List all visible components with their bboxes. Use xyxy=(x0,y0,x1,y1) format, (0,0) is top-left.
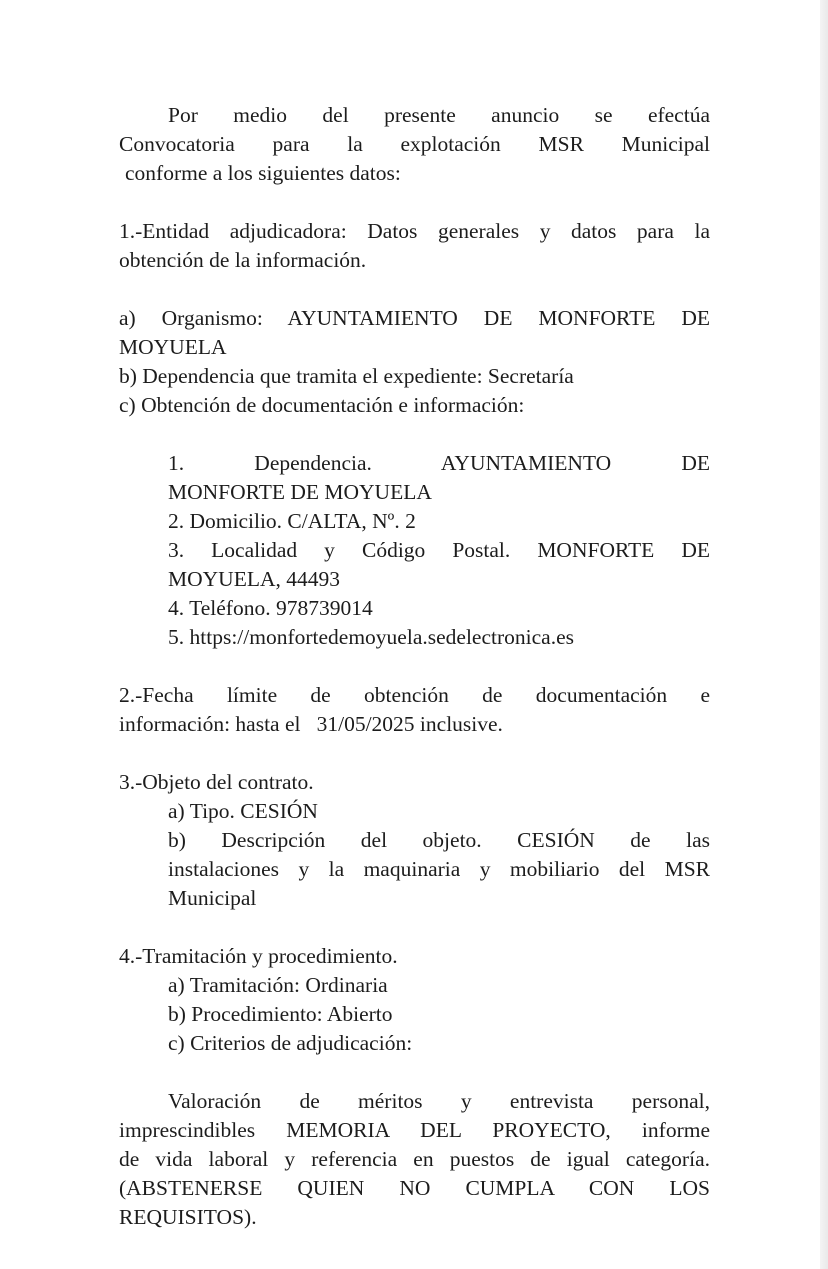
contact-item-telefono: 4. Teléfono. 978739014 xyxy=(168,596,373,620)
section-4-items xyxy=(119,971,710,1058)
closing-line-2: imprescindibles MEMORIA DEL PROYECTO, informe xyxy=(119,1118,710,1142)
section-2 xyxy=(119,681,710,739)
procedimiento-line: b) Procedimiento: Abierto xyxy=(168,1002,393,1026)
criterios-line: c) Criterios de adjudicación: xyxy=(168,1031,413,1055)
section-4-heading: 4.-Tramitación y procedimiento. xyxy=(119,944,398,968)
intro-line-2: Convocatoria para la explotación MSR Municipal xyxy=(119,132,710,156)
section-3-heading: 3.-Objeto del contrato. xyxy=(119,770,314,794)
closing-line-4: (ABSTENERSE QUIEN NO CUMPLA CON LOS xyxy=(119,1176,710,1200)
section-1-heading-line-2: obtención de la información. xyxy=(119,248,367,272)
contact-item-dependencia-line-2: MONFORTE DE MOYUELA xyxy=(168,480,432,504)
dependencia-line: b) Dependencia que tramita el expediente: Secretaría xyxy=(119,364,574,388)
section-4 xyxy=(119,942,710,1058)
descripcion-line-1: b) Descripción del objeto. CESIÓN de las xyxy=(168,828,710,852)
descripcion-line-2: instalaciones y la maquinaria y mobiliario del MSR xyxy=(168,857,710,881)
organismo-line-1: a) Organismo: AYUNTAMIENTO DE MONFORTE DE xyxy=(119,306,710,330)
contact-item-dependencia-line-1: 1. Dependencia. AYUNTAMIENTO DE xyxy=(168,451,710,475)
contact-item-localidad-line-1: 3. Localidad y Código Postal. MONFORTE DE xyxy=(168,538,710,562)
tipo-line: a) Tipo. CESIÓN xyxy=(168,799,318,823)
section-3 xyxy=(119,768,710,913)
section-3-items xyxy=(119,797,710,913)
section-1-heading-line-1: 1.-Entidad adjudicadora: Datos generales y datos para la xyxy=(119,219,710,243)
closing-line-3: de vida laboral y referencia en puestos de igual categoría. xyxy=(119,1147,710,1171)
section-2-line-2: información: hasta el 31/05/2025 inclusive. xyxy=(119,712,503,736)
intro-line-3: conforme a los siguientes datos: xyxy=(125,161,401,185)
announcement-document xyxy=(119,101,710,1232)
contact-item-domicilio: 2. Domicilio. C/ALTA, Nº. 2 xyxy=(168,509,416,533)
organismo-line-2: MOYUELA xyxy=(119,335,227,359)
tramitacion-line: a) Tramitación: Ordinaria xyxy=(168,973,388,997)
section-2-line-1: 2.-Fecha límite de obtención de documentación e xyxy=(119,683,710,707)
section-1 xyxy=(119,217,710,652)
closing-paragraph xyxy=(119,1087,710,1232)
contact-item-url: 5. https://monfortedemoyuela.sedelectronica.es xyxy=(168,625,574,649)
intro-paragraph xyxy=(119,101,710,188)
descripcion-line-3: Municipal xyxy=(168,886,257,910)
closing-line-5: REQUISITOS). xyxy=(119,1205,257,1229)
intro-line-1: Por medio del presente anuncio se efectúa xyxy=(168,103,710,127)
contact-item-localidad-line-2: MOYUELA, 44493 xyxy=(168,567,340,591)
closing-line-1: Valoración de méritos y entrevista personal, xyxy=(168,1089,710,1113)
contact-list xyxy=(119,449,710,652)
page-edge-shadow xyxy=(820,0,828,1269)
obtencion-line: c) Obtención de documentación e información: xyxy=(119,393,525,417)
